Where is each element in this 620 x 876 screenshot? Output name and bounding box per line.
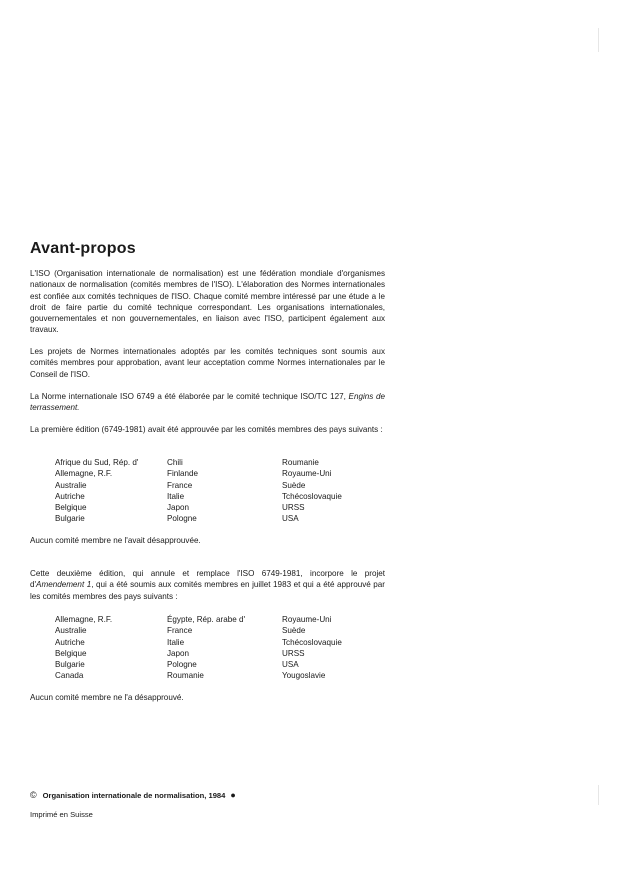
country-cell: Japon bbox=[167, 503, 190, 513]
table-row bbox=[55, 480, 392, 491]
tc-text: La Norme internationale ISO 6749 a été élaborée par le comité technique ISO/TC 127, bbox=[30, 392, 346, 401]
printed-in-note: Imprimé en Suisse bbox=[30, 810, 93, 819]
scan-margin-mark bbox=[598, 28, 599, 52]
copyright-icon: © bbox=[30, 790, 37, 800]
country-cell: Tchécoslovaquie bbox=[282, 491, 342, 501]
country-cell: Chili bbox=[167, 458, 183, 467]
scan-margin-mark bbox=[598, 785, 599, 805]
country-cell: Belgique bbox=[55, 503, 87, 513]
table-row bbox=[55, 614, 392, 625]
country-cell: Afrique du Sud, Rép. d' bbox=[55, 458, 139, 467]
country-cell: Autriche bbox=[55, 637, 85, 647]
intro-paragraph: L'ISO (Organisation internationale de normalisation) est une fédération mondiale d'organismes nationaux de normalisation (comités membres de l'ISO). L'élaboration des Normes internationales est confiée aux comités techniques de l'ISO. Chaque comité membre intéressé par une étude a le droit de faire partie du comité technique correspondant. Les organisations internationales, gouvernementales et non gouvernementales, en liaison avec l'ISO, participent également aux travaux. bbox=[30, 269, 385, 335]
first-edition-paragraph: La première édition (6749-1981) avait été approuvée par les comités membres des pays suivants : bbox=[30, 425, 383, 434]
approval-paragraph: Les projets de Normes internationales adoptés par les comités techniques sont soumis aux comités membres pour approbation, avant leur acceptation comme Normes internationales par le Conseil de l'ISO. bbox=[30, 347, 385, 379]
country-cell: Italie bbox=[167, 491, 185, 501]
table-row bbox=[55, 468, 392, 479]
copyright-line bbox=[30, 790, 236, 800]
table-row bbox=[55, 513, 392, 524]
country-cell: URSS bbox=[282, 503, 305, 513]
second-edition-text-a: Cette deuxième édition, qui annule et remplace l'ISO 6749-1981, incorpore le projet d' bbox=[30, 569, 385, 590]
country-cell: Belgique bbox=[55, 648, 87, 658]
page-title: Avant-propos bbox=[30, 240, 136, 257]
country-cell: Suède bbox=[282, 480, 306, 490]
table-row bbox=[55, 491, 392, 502]
country-cell: Japon bbox=[167, 648, 190, 658]
country-cell: Canada bbox=[55, 671, 84, 681]
amendment-title: Amendement 1 bbox=[36, 580, 92, 590]
country-cell: Pologne bbox=[167, 514, 197, 524]
country-cell: Suède bbox=[282, 626, 306, 636]
table-row bbox=[55, 502, 392, 513]
country-cell: Tchécoslovaquie bbox=[282, 637, 342, 647]
tc-paragraph bbox=[30, 391, 385, 414]
country-cell: France bbox=[167, 626, 193, 636]
country-cell: Australie bbox=[55, 626, 87, 636]
first-edition-countries-table bbox=[55, 457, 392, 525]
country-cell: Roumanie bbox=[282, 458, 319, 467]
country-cell: Pologne bbox=[167, 660, 197, 670]
country-cell: Bulgarie bbox=[55, 514, 85, 524]
country-cell: USA bbox=[282, 660, 299, 670]
country-cell: France bbox=[167, 480, 193, 490]
second-edition-no-disapproval: Aucun comité membre ne l'a désapprouvé. bbox=[30, 693, 184, 702]
country-cell: Autriche bbox=[55, 491, 85, 501]
country-cell: Roumanie bbox=[167, 671, 204, 681]
country-cell: Allemagne, R.F. bbox=[55, 469, 113, 479]
country-cell: Yougoslavie bbox=[282, 671, 326, 681]
table-row bbox=[55, 625, 392, 636]
table-row bbox=[55, 637, 392, 648]
table-row bbox=[55, 648, 392, 659]
table-row bbox=[55, 670, 392, 681]
second-edition-paragraph bbox=[30, 568, 385, 602]
country-cell: Royaume-Uni bbox=[282, 615, 332, 624]
country-cell: Allemagne, R.F. bbox=[55, 615, 113, 624]
copyright-text: Organisation internationale de normalisation, 1984 bbox=[42, 791, 226, 800]
tc-title: Engins de terrassement. bbox=[30, 392, 385, 413]
bullet-icon: ● bbox=[230, 790, 236, 800]
country-cell: Égypte, Rép. arabe d' bbox=[167, 615, 246, 624]
country-cell: Italie bbox=[167, 637, 185, 647]
first-edition-no-disapproval: Aucun comité membre ne l'avait désapprouvée. bbox=[30, 536, 201, 545]
table-row bbox=[55, 659, 392, 670]
country-cell: URSS bbox=[282, 648, 305, 658]
country-cell: Bulgarie bbox=[55, 660, 85, 670]
second-edition-text-b: , qui a été soumis aux comités membres en juillet 1983 et qui a été approuvé par les comités membres des pays suivants : bbox=[30, 580, 385, 601]
country-cell: Australie bbox=[55, 480, 87, 490]
table-row bbox=[55, 457, 392, 468]
second-edition-countries-table bbox=[55, 614, 392, 682]
country-cell: Finlande bbox=[167, 469, 199, 479]
country-cell: USA bbox=[282, 514, 299, 524]
country-cell: Royaume-Uni bbox=[282, 469, 332, 479]
